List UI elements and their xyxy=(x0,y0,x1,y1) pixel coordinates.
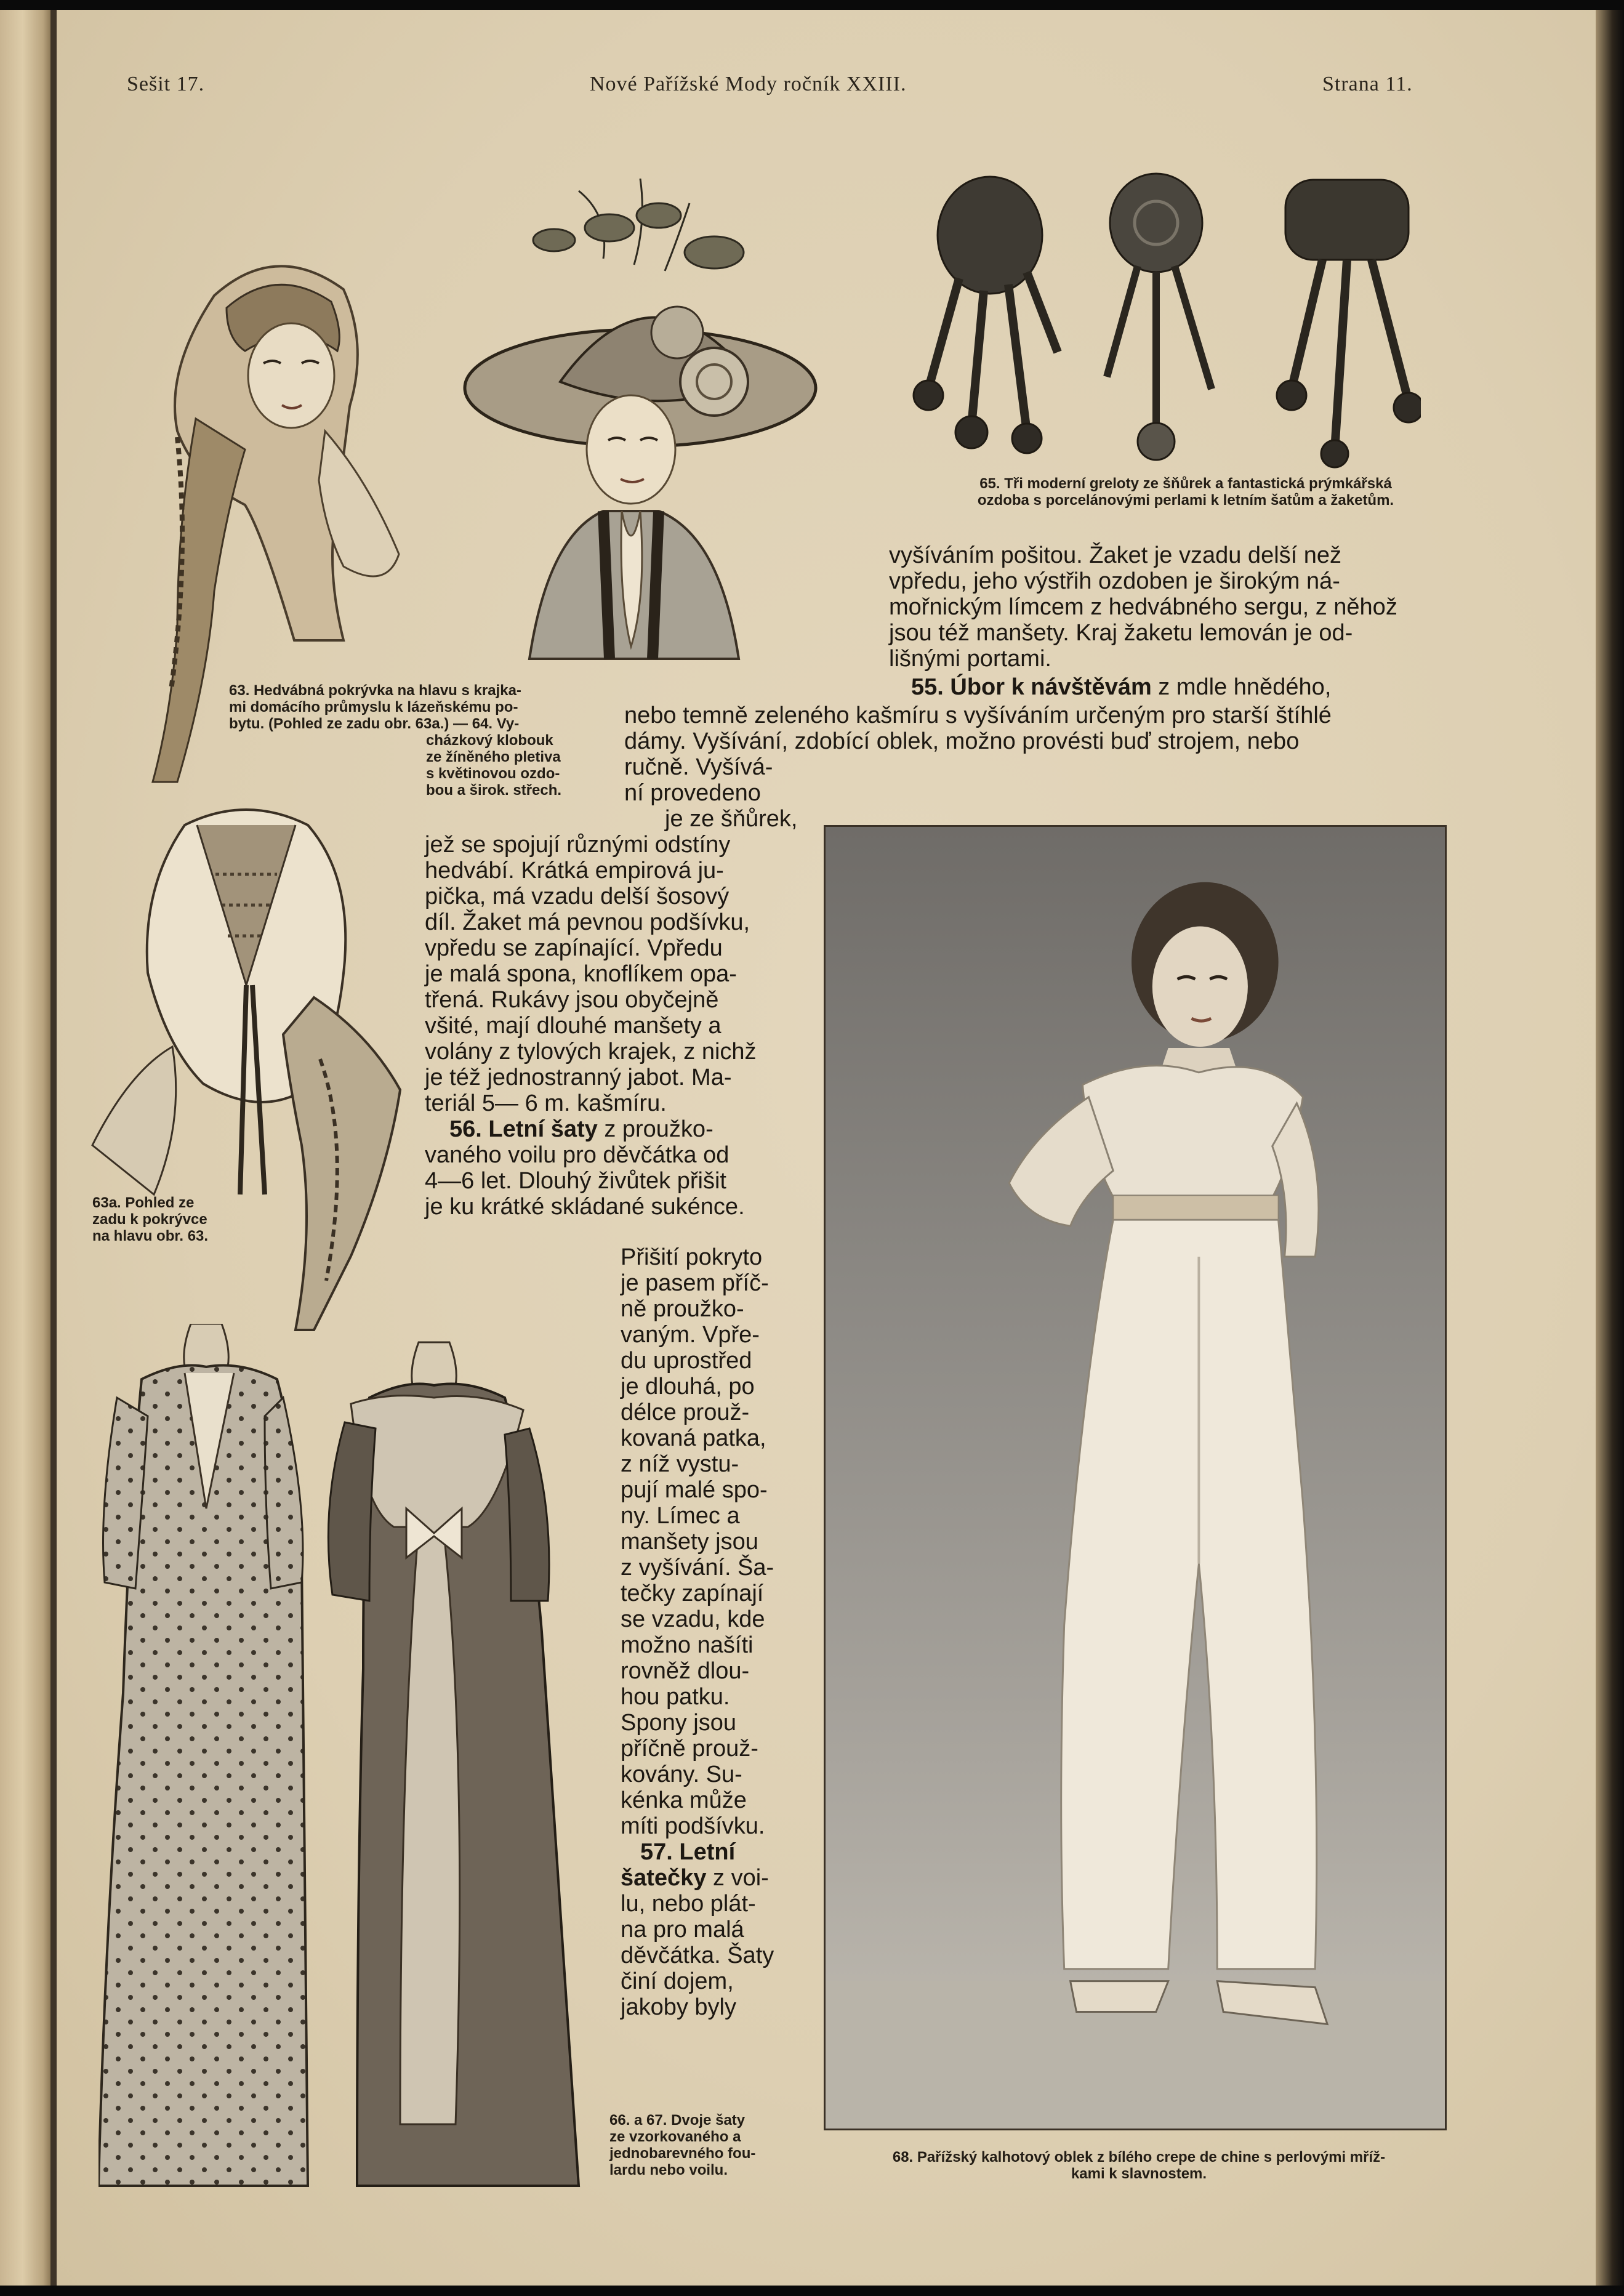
body-line: Přišití pokryto xyxy=(621,1244,763,1270)
body-line: vaného voilu pro děvčátka od xyxy=(425,1142,730,1168)
body-line: na pro malá xyxy=(621,1917,744,1943)
caption-figure-66-67 xyxy=(609,2112,794,2178)
body-line: délce prouž- xyxy=(621,1400,750,1425)
caption-line: zadu k pokrývce xyxy=(92,1211,207,1228)
heading-55: 55. Úbor k návštěvám xyxy=(911,674,1152,700)
body-line: Spony jsou xyxy=(621,1710,737,1736)
body-line: teriál 5— 6 m. kašmíru. xyxy=(425,1090,667,1116)
body-line: vyšíváním pošitou. Žaket je vzadu delší než xyxy=(889,542,1342,568)
body-line: 4—6 let. Dlouhý živůtek přišit xyxy=(425,1168,726,1194)
caption-figure-68 xyxy=(806,2149,1471,2182)
body-line: míti podšívku. xyxy=(621,1813,765,1839)
body-line: tečky zapínají xyxy=(621,1581,764,1606)
figure-66-67-dresses-illustration xyxy=(98,1324,603,2198)
caption-line: lardu nebo voilu. xyxy=(609,2162,728,2178)
caption-line: bytu. (Pohled ze zadu obr. 63a.) — 64. Vy- xyxy=(229,715,520,732)
figure-64-hat-illustration xyxy=(456,179,837,671)
body-line: z níž vystu- xyxy=(621,1451,739,1477)
caption-line: cházkový klobouk xyxy=(426,732,553,749)
body-line: manšety jsou xyxy=(621,1529,758,1555)
caption-line: jednobarevného fou- xyxy=(609,2145,756,2162)
caption-line: 63a. Pohled ze xyxy=(92,1194,195,1211)
caption-line: s květinovou ozdo- xyxy=(426,765,560,782)
body-text: z mdle hnědého, xyxy=(1151,674,1332,700)
body-line: třená. Rukávy jsou obyčejně xyxy=(425,987,719,1013)
body-line: z vyšívání. Ša- xyxy=(621,1555,774,1581)
section-56-line xyxy=(449,1117,714,1142)
body-line: je pasem příč- xyxy=(621,1270,769,1296)
section-57-line xyxy=(621,1866,769,1891)
caption-line: kami k slavnostem. xyxy=(1071,2165,1207,2182)
page-right-edge xyxy=(1596,10,1624,2286)
caption-line: na hlavu obr. 63. xyxy=(92,1228,209,1244)
body-text: z voi- xyxy=(706,1865,769,1891)
heading-57-part1: 57. Letní xyxy=(640,1839,736,1865)
body-line: lu, nebo plát- xyxy=(621,1891,756,1917)
body-line: mořnickým límcem z hedvábného sergu, z něhož xyxy=(889,594,1397,620)
body-line: hou patku. xyxy=(621,1684,730,1710)
heading-57-part2: šatečky xyxy=(621,1865,707,1891)
body-line: ně proužko- xyxy=(621,1296,744,1322)
body-line: hedvábí. Krátká empirová ju- xyxy=(425,858,724,884)
body-line: kénka může xyxy=(621,1787,747,1813)
body-line: lišnými portami. xyxy=(889,646,1051,672)
body-line: je dlouhá, po xyxy=(621,1374,755,1400)
body-line: činí dojem, xyxy=(621,1968,734,1994)
body-line: kovány. Su- xyxy=(621,1762,742,1787)
caption-line: 63. Hedvábná pokrývka na hlavu s krajka- xyxy=(229,682,521,699)
body-line: pička, má vzadu delší šosový xyxy=(425,884,730,909)
figure-63a-headscarf-back-view xyxy=(80,800,412,1342)
figure-65-grelot-ornaments xyxy=(904,167,1421,469)
body-line: dámy. Vyšívání, zdobící oblek, možno provésti buď strojem, nebo xyxy=(624,728,1300,754)
body-line: je malá spona, knoflíkem opa- xyxy=(425,961,737,987)
body-line: nebo temně zeleného kašmíru s vyšíváním určeným pro starší štíhlé xyxy=(624,703,1332,728)
scan-frame-top xyxy=(0,0,1624,10)
header-page-number: Strana 11. xyxy=(1322,73,1413,95)
caption-line: ze žíněného pletiva xyxy=(426,749,561,765)
body-line: děvčátka. Šaty xyxy=(621,1943,774,1968)
caption-figure-63-64 xyxy=(229,682,598,799)
body-line: vpředu se zapínající. Vpředu xyxy=(425,935,723,961)
heading-56: 56. Letní šaty xyxy=(449,1116,598,1142)
caption-figure-65 xyxy=(921,475,1450,509)
body-line: vaným. Vpře- xyxy=(621,1322,760,1348)
body-line: díl. Žaket má pevnou podšívku, xyxy=(425,909,750,935)
body-line: všité, mají dlouhé manšety a xyxy=(425,1013,722,1039)
caption-line: mi domácího průmyslu k lázeňskému po- xyxy=(229,699,518,715)
body-line: je ku krátké skládané sukénce. xyxy=(425,1194,745,1220)
body-line: ní provedeno xyxy=(624,780,761,806)
body-line: jakoby byly xyxy=(621,1994,736,2020)
header-title: Nové Pařížské Mody ročník XXIII. xyxy=(590,73,907,95)
binding-shadow xyxy=(50,10,57,2286)
body-line: rovněž dlou- xyxy=(621,1658,750,1684)
caption-line: 65. Tři moderní greloty ze šňůrek a fantastická prýmkářská xyxy=(979,475,1392,492)
body-line: možno našíti xyxy=(621,1632,754,1658)
previous-page-edge xyxy=(0,10,50,2286)
caption-line: ze vzorkovaného a xyxy=(609,2129,741,2145)
section-55-line xyxy=(911,675,1331,700)
body-line: du uprostřed xyxy=(621,1348,752,1374)
body-line: jsou též manšety. Kraj žaketu lemován je od- xyxy=(889,620,1353,646)
body-line: jež se spojují různými odstíny xyxy=(425,832,731,858)
header-issue: Sešit 17. xyxy=(127,73,205,95)
body-line: je ze šňůrek, xyxy=(665,806,798,832)
body-line: pují malé spo- xyxy=(621,1477,768,1503)
body-line: je též jednostranný jabot. Ma- xyxy=(425,1065,732,1090)
body-line: se vzadu, kde xyxy=(621,1606,765,1632)
caption-line: ozdoba s porcelánovými perlami k letním šatům a žaketům. xyxy=(977,492,1394,509)
body-line: volány z tylových krajek, z nichž xyxy=(425,1039,757,1065)
body-line: ručně. Vyšívá- xyxy=(624,754,773,780)
body-line: vpředu, jeho výstřih ozdoben je širokým ná- xyxy=(889,568,1340,594)
body-text: z proužko- xyxy=(597,1116,714,1142)
body-line: ny. Límec a xyxy=(621,1503,740,1529)
scan-frame-bottom xyxy=(0,2286,1624,2296)
body-line: příčně prouž- xyxy=(621,1736,758,1762)
figure-68-photograph xyxy=(824,825,1447,2130)
body-line: kovaná patka, xyxy=(621,1425,766,1451)
caption-figure-63a xyxy=(92,1194,252,1244)
caption-line: 66. a 67. Dvoje šaty xyxy=(609,2112,746,2129)
caption-line: bou a širok. střech. xyxy=(426,782,562,799)
caption-line: 68. Pařížský kalhotový oblek z bílého crepe de chine s perlovými mříž- xyxy=(892,2149,1386,2165)
